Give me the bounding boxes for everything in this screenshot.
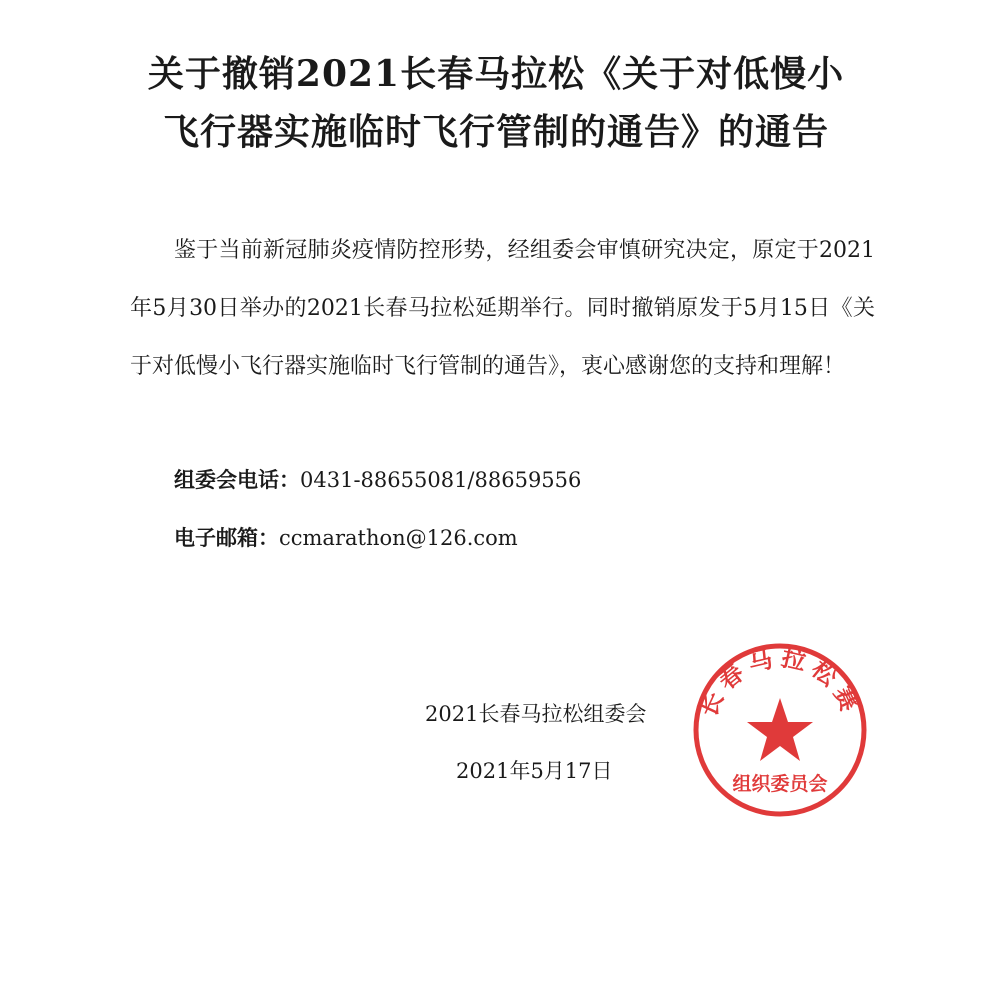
signature-organization: 2021长春马拉松组委会: [425, 702, 647, 726]
phone-contact: [174, 464, 581, 494]
signature-date: 2021年5月17日: [456, 759, 613, 783]
official-seal: [690, 640, 870, 820]
document-title-line-2: 飞行器实施临时飞行管制的通告》的通告: [162, 111, 829, 153]
phone-label: 组委会电话：: [174, 467, 300, 492]
seal-bottom-text: 组织委员会: [732, 773, 828, 795]
email-label: 电子邮箱：: [174, 525, 279, 550]
document-body: [130, 222, 875, 396]
phone-value: 0431-88655081/88659556: [300, 468, 582, 492]
seal-star-icon: [747, 698, 813, 761]
document-title-line-1: 关于撤销2021长春马拉松《关于对低慢小: [147, 53, 845, 95]
seal-arc-text: 长春马拉松赛: [693, 643, 867, 721]
email-contact: [174, 522, 518, 552]
notice-paragraph: 鉴于当前新冠肺炎疫情防控形势，经组委会审慎研究决定，原定于2021年5月30日举办的2021长春马拉松延期举行。同时撤销原发于5月15日《关于对低慢小飞行器实施临时飞行管制的通告》，衷心感谢您的支持和理解！: [130, 238, 875, 379]
email-value: ccmarathon@126.com: [279, 526, 518, 550]
